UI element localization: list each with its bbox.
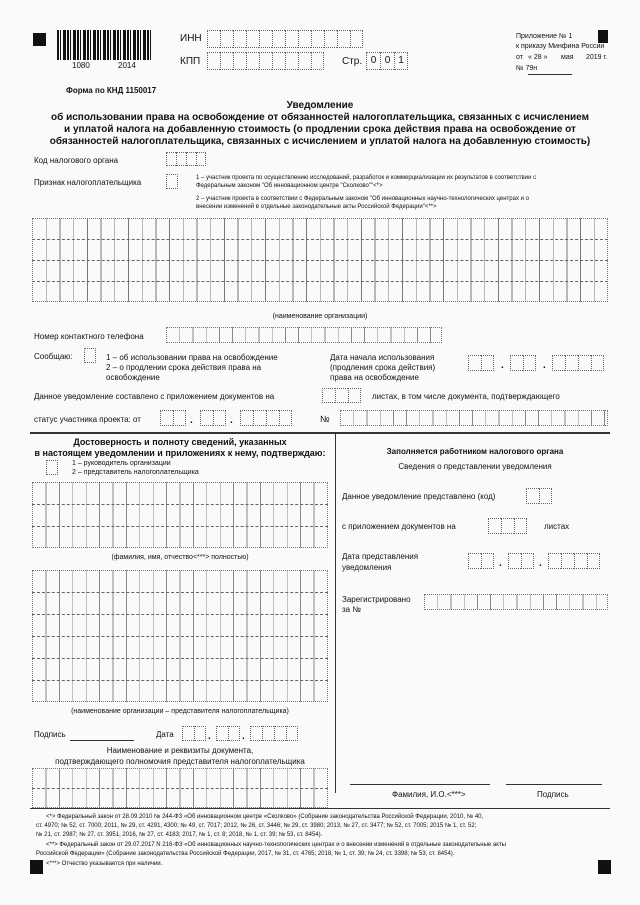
tax-code-label: Код налогового органа xyxy=(34,156,119,165)
appendix-date-day: « 28 » xyxy=(528,54,548,61)
status-date-day[interactable] xyxy=(160,410,186,426)
confirm-option-1: 1 – руководитель организации xyxy=(72,460,171,467)
start-date-month[interactable] xyxy=(510,355,536,371)
page-cells xyxy=(366,52,408,70)
rep-row-separator xyxy=(32,680,328,681)
rep-row-separator xyxy=(32,636,328,637)
inn-cells[interactable] xyxy=(207,30,363,48)
date-separator: . xyxy=(501,360,504,371)
form-code: Форма по КНД 1150017 xyxy=(66,86,157,95)
appendix-line1: Приложение № 1 xyxy=(516,33,573,40)
officer-fio-label: Фамилия, И.О.<***> xyxy=(392,790,466,799)
start-date-label-line2: (продления срока действия) xyxy=(330,363,436,372)
org-grid-row-separator xyxy=(32,239,608,240)
submission-date-year[interactable] xyxy=(548,553,600,569)
taxpayer-sign-option-1: 1 – участник проекта по осуществлению исследований, разработок и коммерциализации их результатов в соответствии с xyxy=(196,175,537,181)
barcode xyxy=(57,30,153,60)
report-option-1: 1 – об использовании права на освобождение xyxy=(106,353,278,362)
start-date-year[interactable] xyxy=(552,355,604,371)
registered-label-line2: за № xyxy=(342,605,361,614)
taxpayer-sign-option-2-cont: внесении изменений в отдельные законодательные акты Российской Федерации"<**> xyxy=(196,204,437,210)
inn-label: ИНН xyxy=(180,33,202,44)
confirm-title: Достоверность и полноту сведений, указанных xyxy=(73,437,287,447)
with-docs-cells[interactable] xyxy=(488,518,527,534)
submission-date-label: Дата представления xyxy=(342,552,419,561)
rep-row-separator xyxy=(32,614,328,615)
org-grid-row-separator xyxy=(32,260,608,261)
officer-sign-label: Подпись xyxy=(537,790,569,799)
fio-row-separator xyxy=(32,526,328,527)
sign-date-day[interactable] xyxy=(182,726,206,741)
corner-marker-top-left xyxy=(33,33,46,46)
appendix-date-from: от xyxy=(516,54,523,61)
sign-date-year[interactable] xyxy=(250,726,298,741)
footnote-1: <*> Федеральный закон от 28.09.2010 № 244-ФЗ «Об инновационном центре «Сколково» (Собрание законодательства Российской Федерации, 2010, № 40, xyxy=(46,814,484,820)
confirm-title-line2: в настоящем уведомлении и приложениях к нему, подтверждаю: xyxy=(34,448,326,458)
appendix-line2: к приказу Минфина России xyxy=(516,43,605,50)
page-digit: 0 xyxy=(380,52,394,70)
with-docs-label: с приложением документов на xyxy=(342,522,456,531)
status-number-sign: № xyxy=(320,414,330,424)
officer-sign-line[interactable] xyxy=(506,784,602,785)
organization-name-caption: (наименование организации) xyxy=(272,313,368,320)
officer-fio-line[interactable] xyxy=(350,784,490,785)
taxpayer-sign-option-1-cont: Федеральным законом "Об инновационном центре "Сколково""<*> xyxy=(196,183,383,189)
corner-marker-bottom-left xyxy=(30,860,43,874)
sheets-label: листах xyxy=(544,522,570,531)
confirm-type-cell[interactable] xyxy=(46,460,58,475)
page-digit: 0 xyxy=(366,52,380,70)
corner-marker-bottom-right xyxy=(598,860,611,874)
submitted-code-cells[interactable] xyxy=(526,488,552,504)
docs-sheets-cells[interactable] xyxy=(322,388,361,403)
fio-caption: (фамилия, имя, отчество<***> полностью) xyxy=(111,554,249,561)
section-separator xyxy=(30,432,610,434)
representative-org-caption: (наименование организации – представителя налогоплательщика) xyxy=(71,708,289,715)
status-date-month[interactable] xyxy=(200,410,226,426)
tax-office-subtitle: Сведения о представлении уведомления xyxy=(398,462,552,471)
title-heading: Уведомление xyxy=(286,100,354,111)
submission-date-month[interactable] xyxy=(508,553,534,569)
org-grid-row-separator xyxy=(32,281,608,282)
tax-code-cells[interactable] xyxy=(166,152,206,166)
taxpayer-sign-label: Признак налогоплательщика xyxy=(34,178,142,187)
date-label: Дата xyxy=(156,730,174,739)
registered-label: Зарегистрировано xyxy=(342,595,411,604)
status-prefix: статус участника проекта: от xyxy=(34,415,141,424)
rep-row-separator xyxy=(32,592,328,593)
kpp-label: КПП xyxy=(180,56,201,67)
date-separator: . xyxy=(499,558,502,569)
column-separator xyxy=(335,433,336,793)
submitted-code-label: Данное уведомление представлено (код) xyxy=(342,492,496,501)
rep-row-separator xyxy=(32,658,328,659)
doc-row-separator xyxy=(32,788,328,789)
status-date-year[interactable] xyxy=(240,410,292,426)
footnote-1-cont: ст. 4970; № 52, ст. 7000; 2011, № 29, ст. 4291, 4300; № 49, ст. 7017; 2012, № 26, ст. 3446; № 29, ст. 3980; 2013, № 27, ст. 3477; № 52, ст. 7005; 2015 № 1, ст. 52; xyxy=(36,823,477,829)
registered-number-cells[interactable] xyxy=(424,594,608,610)
date-separator: . xyxy=(190,415,193,426)
signature-label: Подпись xyxy=(34,730,66,739)
confirm-option-2: 2 – представитель налогоплательщика xyxy=(72,469,199,476)
start-date-label-line3: права на освобождение xyxy=(330,373,419,382)
footnote-1-cont: № 21, ст. 2987; № 27, ст. 3951, 2016, № 27, ст. 4183; 2017, № 1, ст. 8; 2018, № 1, ст. 39; № 53, ст. 8454). xyxy=(36,832,323,838)
title-line: обязанностей налогоплательщика, связанных с исчислением и уплатой налога на добавленную стоимость) xyxy=(49,136,591,147)
report-option-2: 2 – о продлении срока действия права на xyxy=(106,363,262,372)
authority-doc-label-line2: подтверждающего полномочия представителя налогоплательщика xyxy=(55,757,305,766)
footnote-2: <**> Федеральный закон от 29.07.2017 N 216-ФЗ «Об инновационных научно-технологических центрах и о внесении изменений в отдельные законодательные акты xyxy=(46,842,506,848)
phone-label: Номер контактного телефона xyxy=(34,332,144,341)
docs-prefix: Данное уведомление составлено с приложением документов на xyxy=(34,392,275,401)
report-option-2-cont: освобождение xyxy=(106,373,160,382)
tax-office-title: Заполняется работником налогового органа xyxy=(386,447,564,456)
fio-row-separator xyxy=(32,504,328,505)
date-separator: . xyxy=(230,415,233,426)
sign-date-month[interactable] xyxy=(216,726,240,741)
page-digit: 1 xyxy=(394,52,408,70)
submission-date-day[interactable] xyxy=(468,553,494,569)
title-line: об использовании права на освобождение от обязанностей налогоплательщика, связанных с исчислением xyxy=(51,112,589,123)
fio-grid[interactable] xyxy=(32,482,328,548)
signature-line[interactable] xyxy=(70,740,134,741)
taxpayer-sign-option-2: 2 – участник проекта в соответствии с Федеральным законом "Об инновационных научно-технологических центрах и о xyxy=(196,196,529,202)
footnote-separator xyxy=(30,808,610,809)
authority-doc-label: Наименование и реквизиты документа, xyxy=(106,746,254,755)
kpp-cells[interactable] xyxy=(207,52,324,70)
date-separator: . xyxy=(539,558,542,569)
barcode-number-right: 2014 xyxy=(118,61,136,70)
footnote-2-cont: Российской Федерации» (Собрание законодательства Российской Федерации, 2017, № 31, ст. 4765; 2018, № 1, ст. 39; № 24, ст. 3398; № 53, ст. 8454). xyxy=(36,851,455,857)
submission-date-label-line2: уведомления xyxy=(342,563,392,572)
phone-cells[interactable] xyxy=(166,327,442,343)
docs-suffix: листах, в том числе документа, подтверждающего xyxy=(372,392,560,401)
appendix-date-month: мая xyxy=(561,54,574,61)
date-separator: . xyxy=(208,731,211,742)
start-date-day[interactable] xyxy=(468,355,494,371)
appendix-underline xyxy=(528,74,572,75)
status-number-cells[interactable] xyxy=(340,410,608,426)
footnote-3: <***> Отчество указывается при наличии. xyxy=(46,861,163,867)
corner-marker-top-right xyxy=(598,30,608,43)
barcode-number-left: 1080 xyxy=(72,61,90,70)
page-label: Стр. xyxy=(342,56,363,67)
appendix-number: № 79н xyxy=(516,65,538,72)
title-line: и уплатой налога на добавленную стоимость (о продлении срока действия права на освобождение от xyxy=(64,124,576,135)
start-date-label: Дата начала использования xyxy=(330,353,435,362)
date-separator: . xyxy=(242,731,245,742)
report-type-cell[interactable] xyxy=(84,348,96,363)
date-separator: . xyxy=(543,360,546,371)
appendix-date-year: 2019 г. xyxy=(586,54,608,61)
taxpayer-sign-cell[interactable] xyxy=(166,174,178,189)
report-label: Сообщаю: xyxy=(34,352,73,361)
